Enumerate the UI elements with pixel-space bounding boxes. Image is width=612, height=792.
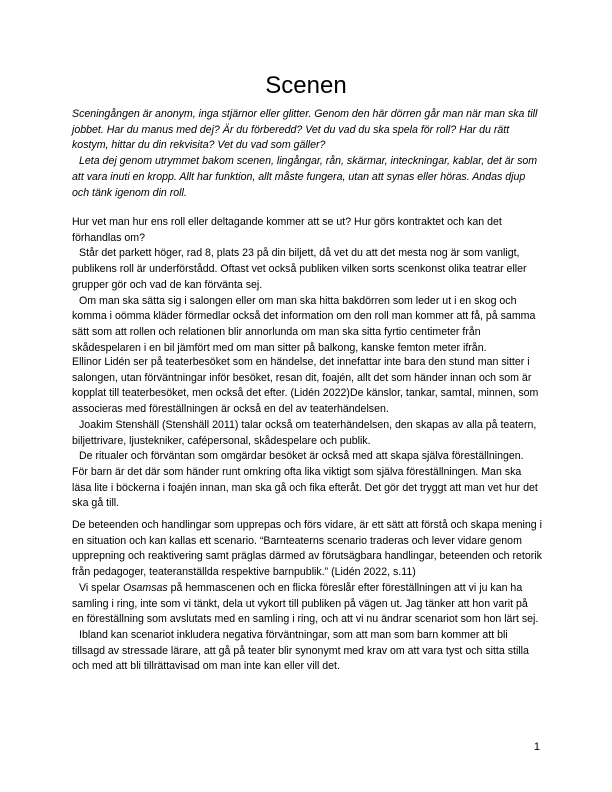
body-paragraph: Om man ska sätta sig i salongen eller om man ska hitta bakdörren som leder ut i en skog och komma i oömma kläder förmedlar också det information om den roll man kommer att få, på samma sätt som att rollen och relationen blir annorlunda om man ska sitta fyrtio centimeter från skådespelaren i en bil jämfört med om man sitter på balkong, kanske femton meter ifrån. xyxy=(72,294,536,354)
text-run: Vi spelar xyxy=(79,581,123,594)
section-scenario xyxy=(72,518,542,675)
body-paragraph: Hur vet man hur ens roll eller deltagande kommer att se ut? Hur görs kontraktet och kan det förhandlas om? xyxy=(72,216,502,244)
page-title: Scenen xyxy=(265,72,347,99)
body-paragraph: Står det parkett höger, rad 8, plats 23 på din biljett, då vet du att det mesta nog är som vanligt, publikens roll är underförstådd. Oftast vet också publiken vilken sorts scenkonst olika teatrar eller grupper gör och vad de kan förvänta sej. xyxy=(72,247,527,291)
body-paragraph: Ellinor Lidén ser på teaterbesöket som en händelse, det innefattar inte bara den stund man sitter i salongen, utan förväntningar inför besöket, resan dit, foajén, allt det som händer innan och som är kopplat till teaterbesöket, men också det efter. (Lidén 2022)De känslor, tankar, samtal, minnen, som associeras med föreställningen är också en del av teaterhändelsen. xyxy=(72,356,539,416)
section-role-contract xyxy=(72,215,542,356)
play-title: Osamsas xyxy=(122,581,168,594)
body-paragraph xyxy=(72,581,542,628)
section-theatre-event xyxy=(72,355,542,512)
page-number: 1 xyxy=(533,741,540,753)
intro-section xyxy=(72,107,542,201)
intro-paragraph: Sceningången är anonym, inga stjärnor eller glitter. Genom den här dörren går man när man ska till jobbet. Har du manus med dej? Är du förberedd? Vet du vad du ska spela för roll? Har du rätt kostym, hittar du din rekvisita? Vet du vad som gäller? xyxy=(72,108,538,152)
body-paragraph: De beteenden och handlingar som upprepas och förs vidare, är ett sätt att förstå och skapa mening i en situation och kan kallas ett scenario. “Barnteaterns scenario traderas och lever vidare genom upprepning och reaktivering samt präglas därmed av förutsägbara handlingar, beteenden och retorik från pedagoger, teateranställda respektive barnpublik.” (Lidén 2022, s.11) xyxy=(72,519,542,579)
body-paragraph: De ritualer och förväntan som omgärdar besöket är också med att skapa själva föreställningen. För barn är det där som händer runt omkring ofta lika viktigt som själva föreställningen. Man ska läsa lite i böckerna i foajén innan, man ska gå och fika efteråt. Det gör det tryggt att man vet hur det ska gå till. xyxy=(72,450,538,510)
body-paragraph: Joakim Stenshäll (Stenshäll 2011) talar också om teaterhändelsen, den skapas av alla på teatern, biljettrivare, ljustekniker, cafépersonal, skådespelare och publik. xyxy=(72,418,537,447)
body-paragraph: Ibland kan scenariot inkludera negativa förväntningar, som att man som barn kommer att bli tillsagd av stressade lärare, att gå på teater blir synonymt med krav om att vara tyst och sitta stilla och med att bli tillrättavisad om man inte kan eller vill det. xyxy=(72,628,529,673)
text-run: på hemmascenen och en flicka föreslår efter föreställningen att vi ju kan ha samling i ring, inte som vi tänkt, dela ut vykort till publiken på vägen ut. Jag tänker att hon varit på en föreställning som avslutats med en samling i ring, och att vi nu ändrar scenariot som hon lärt sej. xyxy=(72,581,539,626)
intro-paragraph: Leta dej genom utrymmet bakom scenen, lingångar, rån, skärmar, inteckningar, kablar, det är som att vara inuti en kropp. Allt har funktion, allt måste fungera, utan att synas eller höras. Andas djup och tänk igenom din roll. xyxy=(72,155,538,199)
